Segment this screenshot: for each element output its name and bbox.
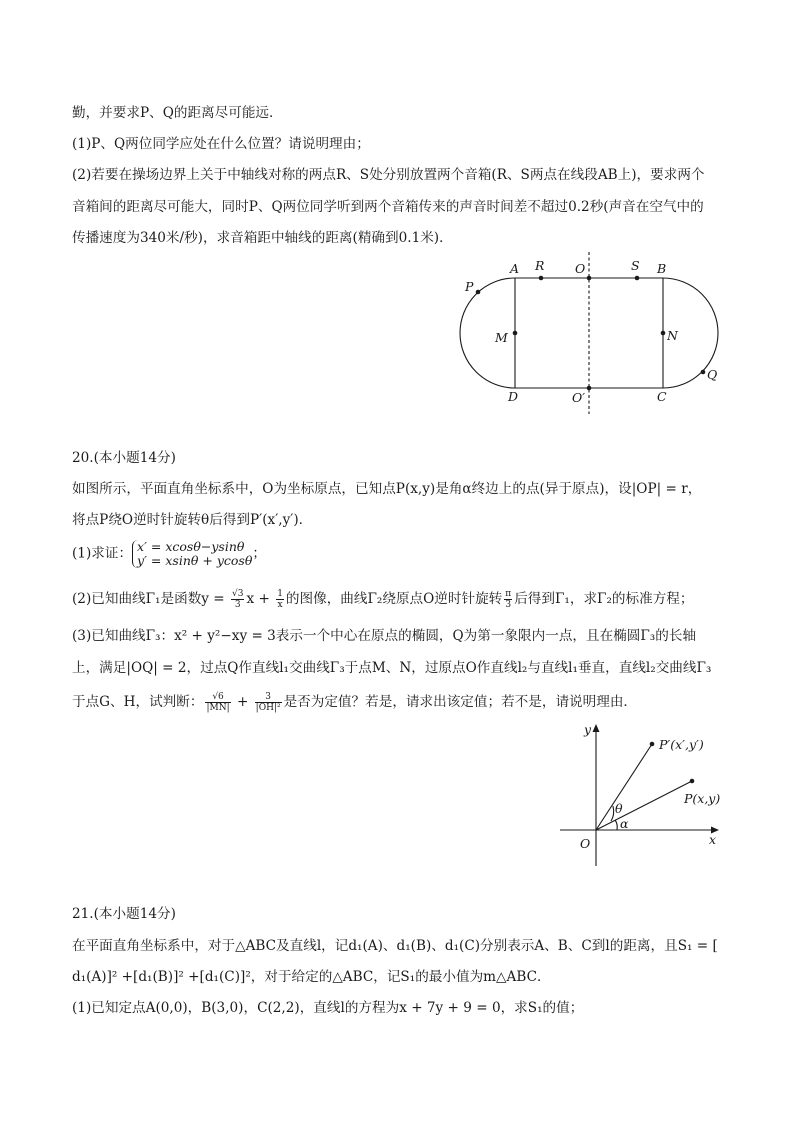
label-x: x [709, 832, 717, 847]
point-M [513, 331, 518, 336]
ray-OP [596, 781, 692, 830]
q21-heading: 21.(本小题14分) [72, 906, 176, 922]
point-P-xy [690, 779, 695, 784]
label-D: D [508, 389, 519, 404]
q20-part3-line2: 上，满足|OQ| = 2，过点Q作直线l₁交曲线Γ₃于点M、N，过原点O作直线l₂与直线l₁垂直，直线l₂交曲线Γ₃ [72, 660, 712, 676]
q20-part3-text-b: + [232, 694, 253, 710]
fraction-3-over-OH-squared: $\frac{3}{\text{|OH|²}}$ [255, 692, 281, 713]
fraction-pi-over-3: $\frac{\pi}{3}$ [505, 589, 512, 610]
q20-part1-suffix: ； [252, 545, 266, 562]
q20-part2 [72, 589, 693, 610]
q19-part2-line1: (2)若要在操场边界上关于中轴线对称的两点R、S处分别放置两个音箱(R、S两点在线段AB上)，要求两个 [72, 167, 705, 183]
q19-part2-line2: 音箱间的距离尽可能大，同时P、Q两位同学听到两个音箱传来的声音时间差不超过0.2秒(声音在空气中的 [72, 199, 704, 215]
label-A: A [510, 261, 520, 276]
q20-part1 [72, 540, 266, 568]
label-M: M [495, 330, 508, 345]
point-Q [701, 370, 706, 375]
q20-equation-system [132, 540, 252, 568]
label-S: S [631, 258, 640, 273]
label-y: y [584, 722, 592, 737]
fraction-sqrt3-over-3: $\frac{√3}{3}$ [232, 589, 244, 610]
point-O-prime [587, 386, 592, 391]
fraction-1-over-x: $\frac{1}{x}$ [277, 589, 283, 610]
q20-part3-line1: (3)已知曲线Γ₃：x² + y²−xy = 3表示一个中心在原点的椭圆，Q为第一象限内一点，且在椭圆Γ₃的长轴 [72, 628, 697, 644]
stadium-figure [455, 252, 735, 420]
label-Q: Q [707, 367, 718, 382]
label-origin-O: O [580, 836, 591, 851]
q19-part1: (1)P、Q两位同学应处在什么位置？请说明理由； [72, 136, 370, 152]
q20-part2-text-a: (2)已知曲线Γ₁是函数y = [72, 591, 230, 607]
q20-heading: 20.(本小题14分) [72, 450, 176, 466]
q20-eq1: x′ = xcosθ−ysinθ [137, 539, 245, 554]
label-alpha: α [620, 816, 629, 831]
label-P-xy: P(x,y) [684, 791, 721, 806]
q20-part3-text-a: 于点G、H，试判断： [72, 694, 204, 710]
q20-eq2: y′ = xsinθ + ycosθ [137, 553, 253, 568]
q20-part3-line3 [72, 692, 637, 713]
q20-part2-text-b: x + [246, 591, 275, 607]
q20-stem-line2: 将点P绕O逆时针旋转θ后得到P′(x′,y′)． [72, 512, 313, 528]
q20-part1-prefix: (1)求证： [72, 545, 133, 562]
q21-part1: (1)已知定点A(0,0)，B(3,0)，C(2,2)，直线l的方程为x + 7y + 9 = 0，求S₁的值； [72, 1000, 584, 1016]
point-S [635, 276, 640, 281]
label-B: B [657, 261, 667, 276]
point-P-prime [650, 742, 655, 747]
label-R: R [535, 258, 545, 273]
label-O-prime: O′ [572, 390, 586, 405]
angle-theta-arc [611, 806, 614, 821]
label-O: O [575, 261, 586, 276]
q21-stem-line1: 在平面直角坐标系中，对于△ABC及直线l，记d₁(A)、d₁(B)、d₁(C)分别表示A、B、C到l的距离，且S₁ = [ [72, 938, 718, 954]
fraction-sqrt6-over-MN: $\frac{√6}{|MN|}$ [206, 692, 230, 713]
q19-part2-line3: 传播速度为340米/秒)，求音箱距中轴线的距离(精确到0.1米)． [72, 230, 453, 246]
q20-part2-text-c: 的图像，曲线Γ₂绕原点O逆时针旋转 [285, 591, 503, 607]
label-theta: θ [615, 801, 623, 816]
label-N: N [667, 328, 678, 343]
label-P: P [465, 279, 474, 294]
q19-line-a: 勤，并要求P、Q的距离尽可能远． [72, 105, 283, 121]
q21-stem-line2: d₁(A)]² +[d₁(B)]² +[d₁(C)]²，对于给定的△ABC，记S₁的最小值为m△ABC． [72, 969, 551, 985]
label-C: C [657, 389, 667, 404]
point-P [476, 290, 481, 295]
q20-part2-text-d: 后得到Γ₁，求Γ₂的标准方程； [514, 591, 694, 607]
label-P-prime: P′(x′,y′) [659, 737, 704, 752]
rotation-figure [555, 718, 735, 868]
point-O [587, 276, 592, 281]
angle-alpha-arc [615, 820, 617, 830]
point-R [539, 276, 544, 281]
y-axis-arrowhead [593, 724, 600, 732]
q20-stem-line1: 如图所示，平面直角坐标系中，O为坐标原点，已知点P(x,y)是角α终边上的点(异于原点)，设|OP| = r， [72, 481, 702, 497]
q20-part3-text-c: 是否为定值？若是，请求出该定值；若不是，请说明理由． [283, 694, 638, 710]
point-N [661, 331, 666, 336]
